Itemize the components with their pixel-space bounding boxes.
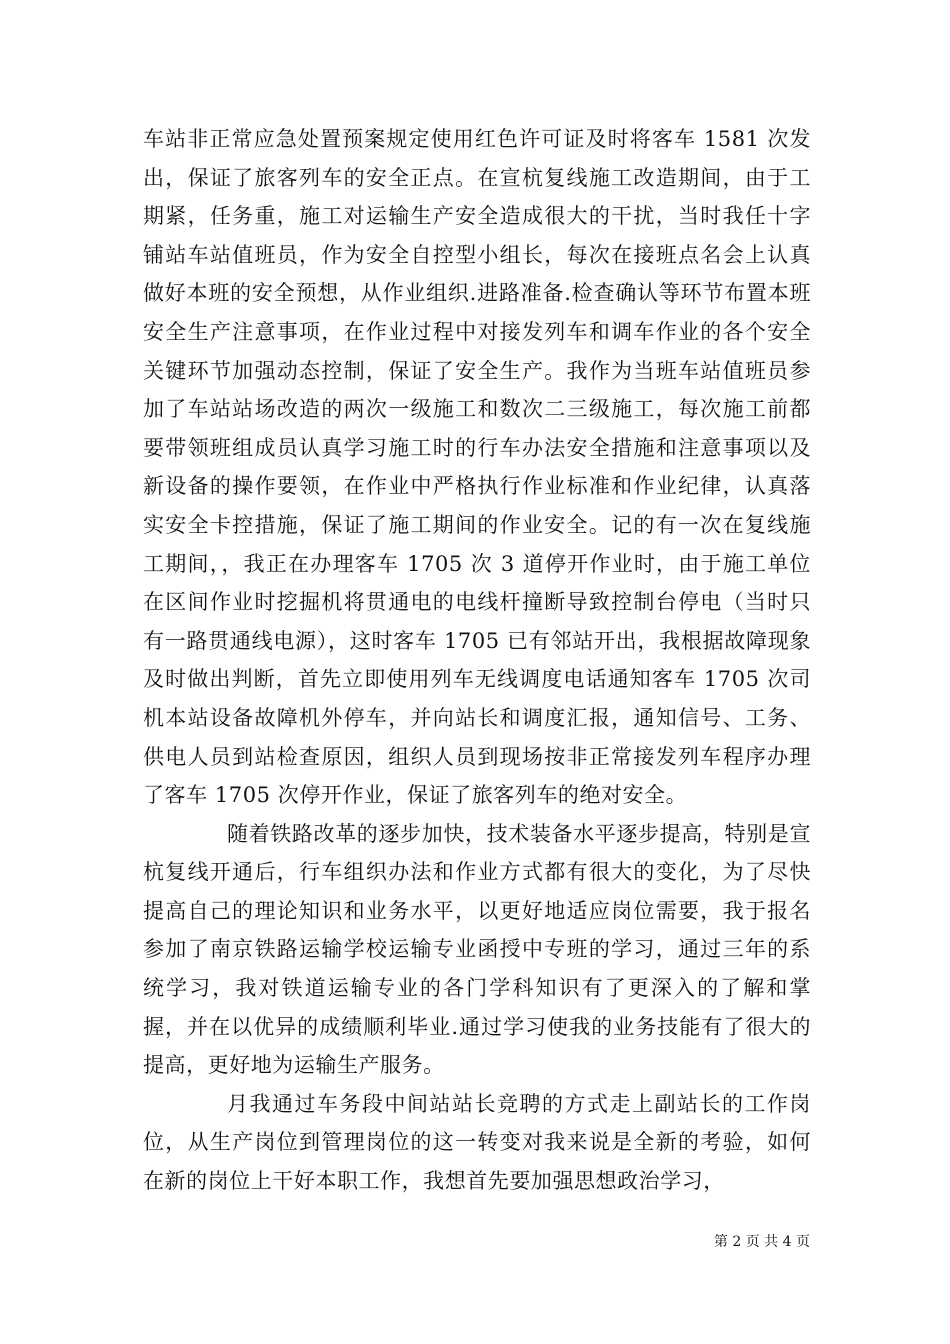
paragraph-3: 月我通过车务段中间站站长竞聘的方式走上副站长的工作岗位，从生产岗位到管理岗位的这一转变对我来说是全新的考验，如何在新的岗位上干好本职工作，我想首先要加强思想政治学习， — [143, 1091, 811, 1194]
body-text — [143, 120, 811, 1201]
paragraph-2: 随着铁路改革的逐步加快，技术装备水平逐步提高，特别是宣杭复线开通后，行车组织办法和作业方式都有很大的变化，为了尽快提高自己的理论知识和业务水平，以更好地适应岗位需要，我于报名参加了南京铁路运输学校运输专业函授中专班的学习，通过三年的系统学习，我对铁道运输专业的各门学科知识有了更深入的了解和掌握，并在以优异的成绩顺利毕业.通过学习使我的业务技能有了很大的提高，更好地为运输生产服务。 — [143, 821, 811, 1078]
page-number-footer: 第 2 页 共 4 页 — [713, 1234, 810, 1250]
paragraph-1: 车站非正常应急处置预案规定使用红色许可证及时将客车 1581 次发出，保证了旅客列车的安全正点。在宣杭复线施工改造期间，由于工期紧，任务重，施工对运输生产安全造成很大的干扰，当时我任十字铺站车站值班员，作为安全自控型小组长，每次在接班点名会上认真做好本班的安全预想，从作业组织.进路准备.检查确认等环节布置本班安全生产注意事项，在作业过程中对接发列车和调车作业的各个安全关键环节加强动态控制，保证了安全生产。我作为当班车站值班员参加了车站站场改造的两次一级施工和数次二三级施工，每次施工前都要带领班组成员认真学习施工时的行车办法安全措施和注意事项以及新设备的操作要领，在作业中严格执行作业标准和作业纪律，认真落实安全卡控措施，保证了施工期间的作业安全。记的有一次在复线施工期间，，我正在办理客车 1705 次 3 道停开作业时，由于施工单位在区间作业时挖掘机将贯通电的电线杆撞断导致控制台停电（当时只有一路贯通线电源），这时客车 1705 已有邻站开出，我根据故障现象及时做出判断，首先立即使用列车无线调度电话通知客车 1705 次司机本站设备故障机外停车，并向站长和调度汇报，通知信号、工务、供电人员到站检查原因，组织人员到现场按非正常接发列车程序办理了客车 1705 次停开作业，保证了旅客列车的绝对安全。 — [143, 127, 811, 808]
